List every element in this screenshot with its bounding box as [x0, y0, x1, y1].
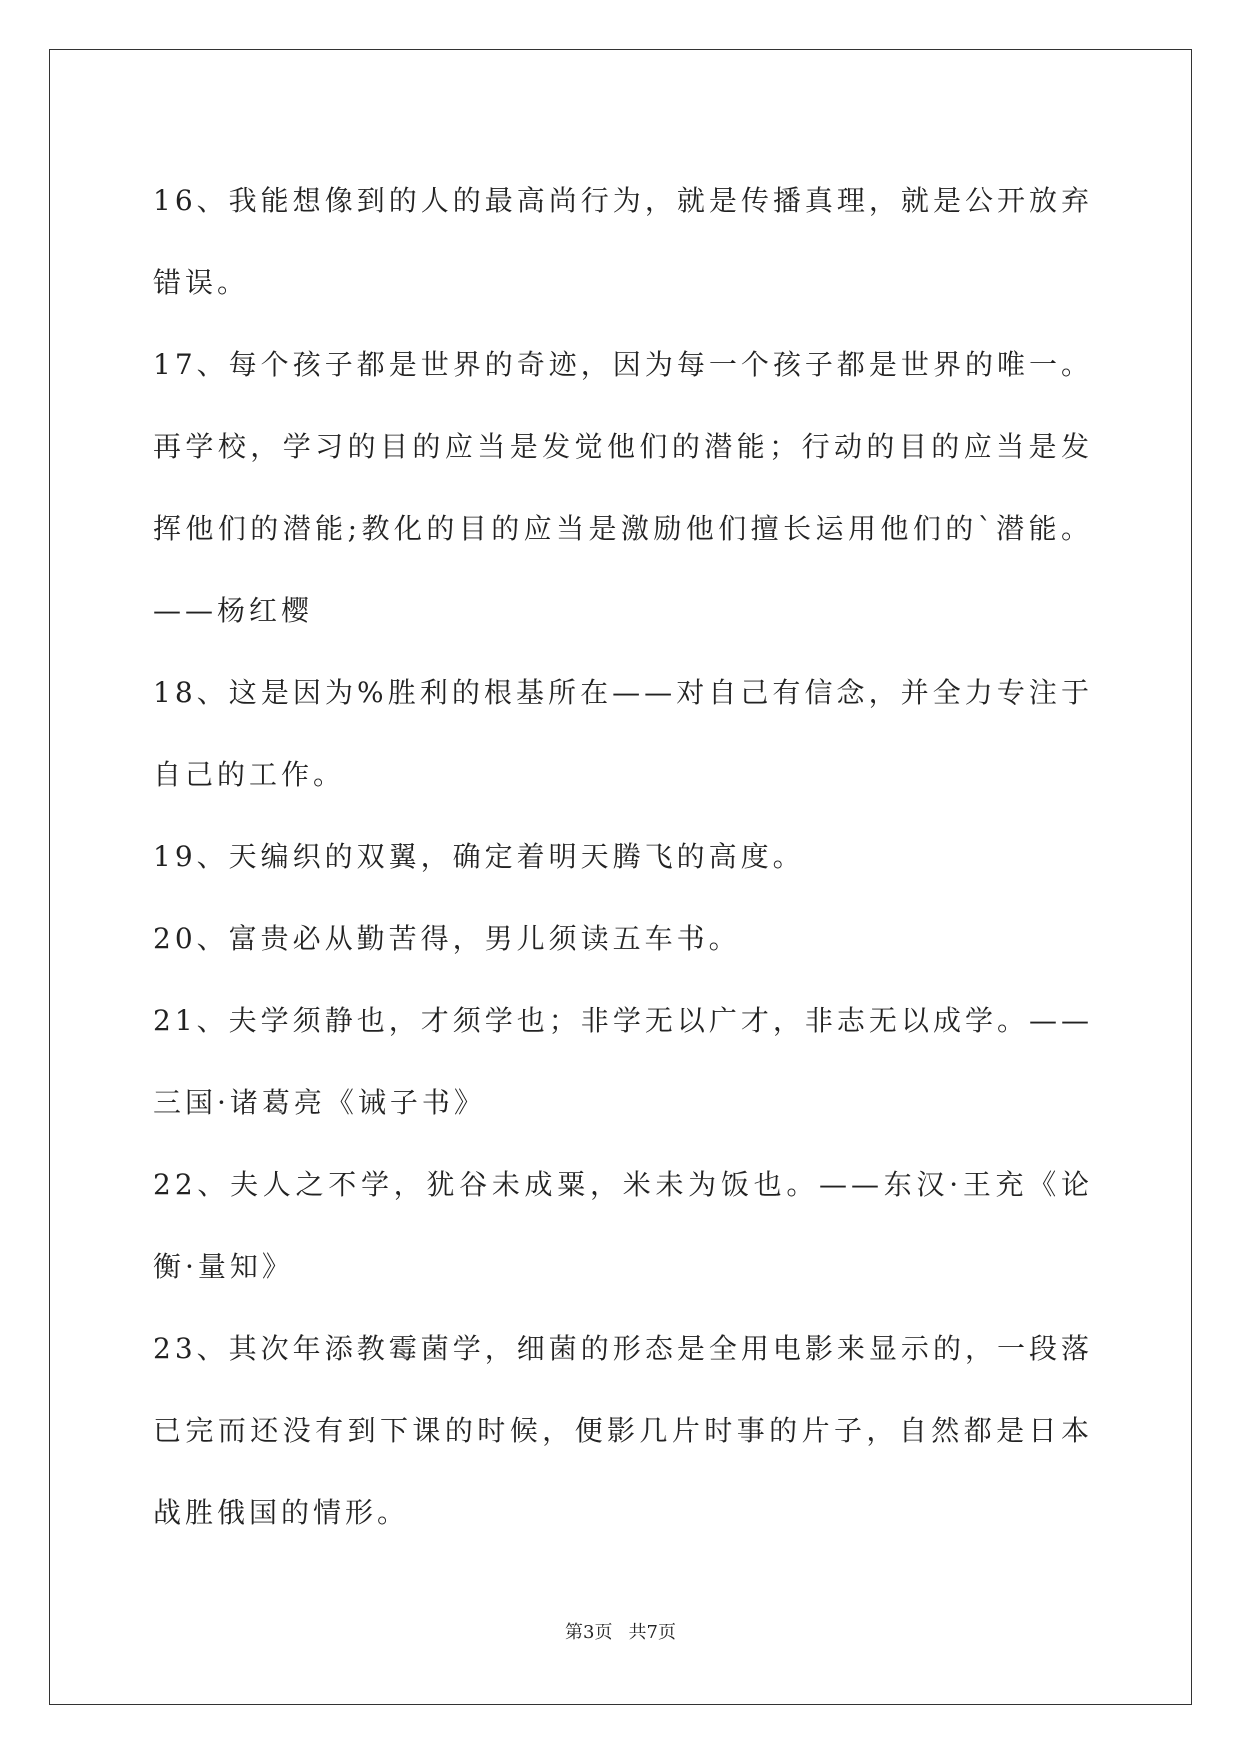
- paragraph-16: 16、我能想像到的人的最高尚行为，就是传播真理，就是公开放弃错误。: [153, 184, 1093, 299]
- paragraph-17: 17、每个孩子都是世界的奇迹，因为每一个孩子都是世界的唯一。再学校，学习的目的应当是发觉他们的潜能；行动的目的应当是发挥他们的潜能;教化的目的应当是激励他们擅长运用他们的`潜能。——杨红樱: [153, 348, 1093, 627]
- paragraph-21: 21、夫学须静也，才须学也；非学无以广才，非志无以成学。——三国·诸葛亮《诫子书》: [153, 1004, 1093, 1119]
- paragraph-22: 22、夫人之不学，犹谷未成粟，米未为饭也。——东汉·王充《论衡·量知》: [153, 1168, 1093, 1283]
- paragraph-19: 19、天编织的双翼，确定着明天腾飞的高度。: [153, 840, 805, 873]
- page-total: 共7页: [628, 1622, 676, 1643]
- document-body: [153, 160, 1093, 1554]
- page-number: 第3页: [565, 1622, 613, 1643]
- paragraph-23: 23、其次年添教霉菌学，细菌的形态是全用电影来显示的，一段落已完而还没有到下课的时候，便影几片时事的片子，自然都是日本战胜俄国的情形。: [153, 1332, 1093, 1529]
- paragraph-20: 20、富贵必从勤苦得，男儿须读五车书。: [153, 922, 741, 955]
- paragraph-18: 18、这是因为%胜利的根基所在——对自己有信念，并全力专注于自己的工作。: [153, 676, 1093, 791]
- page-footer: [0, 1618, 1241, 1644]
